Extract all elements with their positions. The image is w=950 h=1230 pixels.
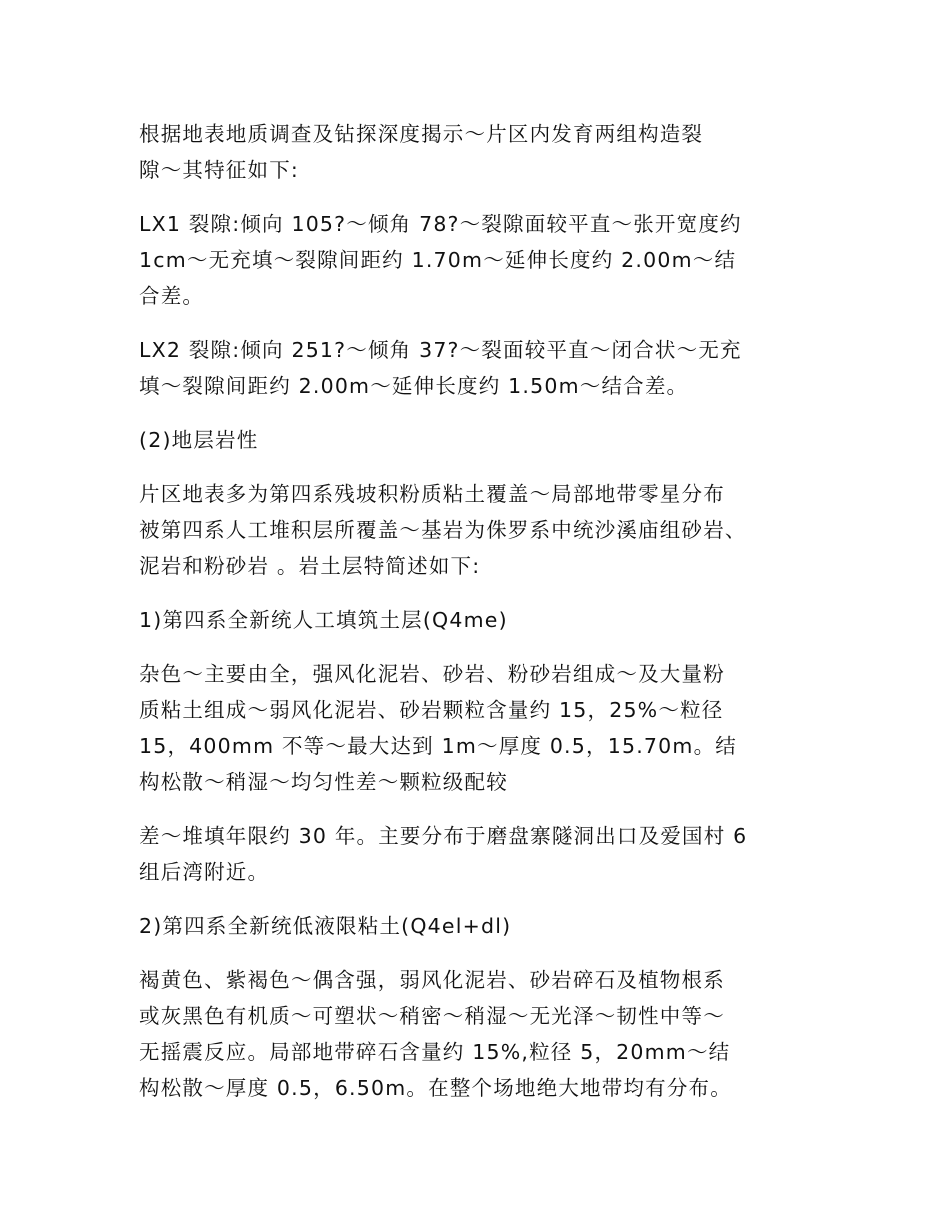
section-heading-lithology bbox=[139, 422, 819, 458]
text-line: 被第四系人工堆积层所覆盖～基岩为侏罗系中统沙溪庙组砂岩、 bbox=[139, 518, 747, 542]
text-line: 2)第四系全新统低液限粘土(Q4el+dl) bbox=[139, 914, 512, 938]
paragraph-lithology-overview bbox=[139, 476, 819, 584]
text-line: 构松散～稍湿～均匀性差～颗粒级配较 bbox=[139, 770, 508, 794]
text-line: 片区地表多为第四系残坡积粉质粘土覆盖～局部地带零星分布 bbox=[139, 482, 725, 506]
paragraph-fill-layer-continued bbox=[139, 818, 819, 890]
text-line: 无摇震反应。局部地带碎石含量约 15%,粒径 5，20mm～结 bbox=[139, 1040, 731, 1064]
subheading-fill-layer bbox=[139, 602, 819, 638]
paragraph-lx1 bbox=[139, 206, 819, 314]
text-line: 隙～其特征如下: bbox=[139, 158, 300, 182]
text-line: 构松散～厚度 0.5，6.50m。在整个场地绝大地带均有分布。 bbox=[139, 1076, 732, 1100]
paragraph-fracture-intro bbox=[139, 116, 819, 188]
text-line: 或灰黑色有机质～可塑状～稍密～稍湿～无光泽～韧性中等～ bbox=[139, 1004, 725, 1028]
text-line: LX1 裂隙:倾向 105?～倾角 78?～裂隙面较平直～张开宽度约 bbox=[139, 212, 742, 236]
text-line: 合差。 bbox=[139, 284, 205, 308]
text-line: 1cm～无充填～裂隙间距约 1.70m～延伸长度约 2.00m～结 bbox=[139, 248, 737, 272]
text-line: 组后湾附近。 bbox=[139, 860, 270, 884]
text-line: 杂色～主要由全，强风化泥岩、砂岩、粉砂岩组成～及大量粉 bbox=[139, 662, 725, 686]
text-line: 泥岩和粉砂岩 。岩土层特简述如下: bbox=[139, 554, 481, 578]
paragraph-fill-layer-description bbox=[139, 656, 819, 800]
subheading-clay-layer bbox=[139, 908, 819, 944]
text-line: 根据地表地质调查及钻探深度揭示～片区内发育两组构造裂 bbox=[139, 122, 704, 146]
text-line: 1)第四系全新统人工填筑土层(Q4me) bbox=[139, 608, 508, 632]
text-line: 15，400mm 不等～最大达到 1m～厚度 0.5，15.70m。结 bbox=[139, 734, 737, 758]
document-page bbox=[139, 116, 819, 1124]
text-line: 填～裂隙间距约 2.00m～延伸长度约 1.50m～结合差。 bbox=[139, 374, 689, 398]
paragraph-clay-layer-description bbox=[139, 962, 819, 1106]
text-line: 褐黄色、紫褐色～偶含强，弱风化泥岩、砂岩碎石及植物根系 bbox=[139, 968, 725, 992]
text-line: 质粘土组成～弱风化泥岩、砂岩颗粒含量约 15，25%～粒径 bbox=[139, 698, 724, 722]
text-line: 差～堆填年限约 30 年。主要分布于磨盘寨隧洞出口及爱国村 6 bbox=[139, 824, 748, 848]
text-line: LX2 裂隙:倾向 251?～倾角 37?～裂面较平直～闭合状～无充 bbox=[139, 338, 742, 362]
text-line: (2)地层岩性 bbox=[139, 428, 259, 452]
paragraph-lx2 bbox=[139, 332, 819, 404]
